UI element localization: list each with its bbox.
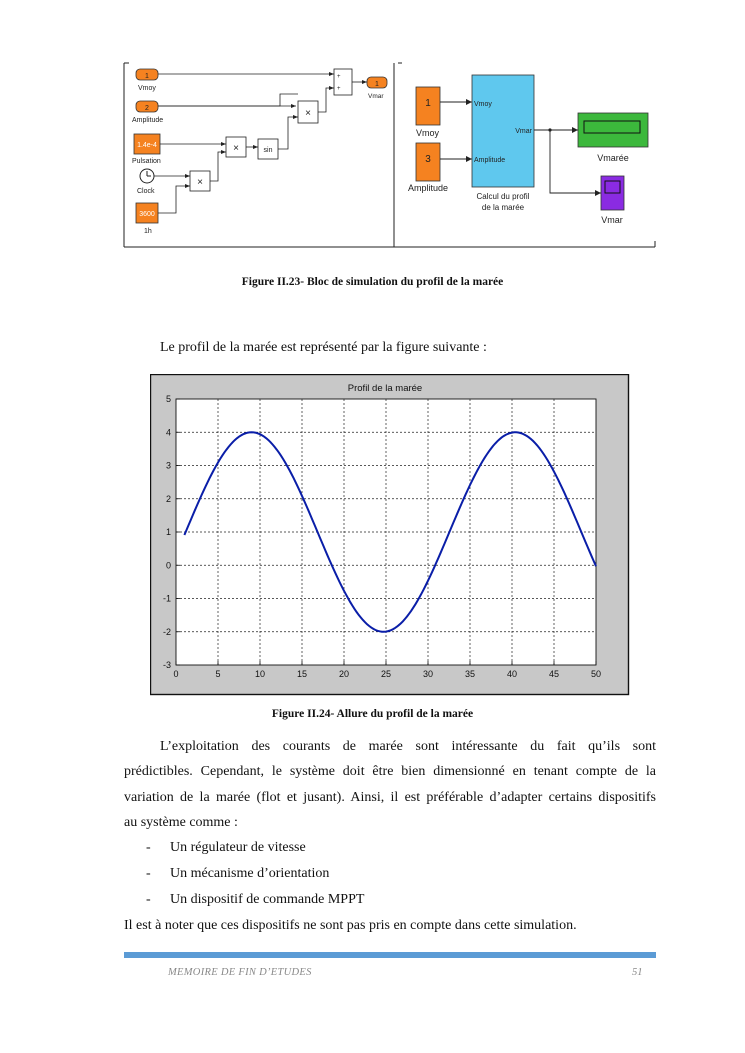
note-paragraph: Il est à noter que ces dispositifs ne sont pas pris en compte dans cette simulation. [124,918,577,933]
x-tick-label: 25 [380,669,392,679]
x-tick-label: 40 [506,669,518,679]
x-tick-label: 50 [590,669,602,679]
subsystem-out-vmar: Vmar [515,128,532,135]
simulink-diagram [120,55,660,255]
y-tick-label: -2 [162,626,171,637]
y-tick-label: 0 [165,560,171,571]
const-amplitude-right-value: 3 [425,154,431,165]
sum-plus-1: + [337,74,341,80]
list-item-text: Un dispositif de commande MPPT [170,892,365,907]
list-item-text: Un mécanisme d’orientation [170,866,330,881]
y-tick-label: -3 [162,660,171,670]
paragraph-line-4: au système comme : [124,815,238,830]
subsystem-in-vmoy: Vmoy [474,101,492,108]
display-label: Vmarée [597,153,629,163]
list-item [146,892,364,908]
scope-screen [605,181,620,193]
const-vmoy-value: 1 [145,73,149,80]
y-tick-label: 2 [165,493,171,504]
display-screen [584,121,640,133]
subsystem-title-2: de la marée [481,203,525,212]
list-item-text: Un régulateur de vitesse [170,840,306,855]
x-tick-label: 30 [422,669,434,679]
intro-paragraph: Le profil de la marée est représenté par la figure suivante : [160,340,487,355]
x-tick-label: 0 [173,669,179,679]
const-3600-value: 3600 [139,211,155,218]
const-amplitude-label: Amplitude [132,117,164,124]
scope-label: Vmar [601,215,623,225]
y-tick-label: 1 [165,527,171,537]
paragraph-line-1 [124,734,656,760]
diagram-frame [124,63,655,247]
product-symbol-2: × [233,143,239,154]
const-amplitude-right-label: Amplitude [408,183,449,193]
const-vmoy-label: Vmoy [138,85,156,92]
list-dash: - [146,840,151,855]
list-item [146,840,306,856]
page-number: 51 [632,967,643,978]
y-tick-label: -1 [162,593,171,604]
x-tick-label: 20 [338,669,350,679]
const-amplitude-value: 2 [145,105,149,112]
subsystem-title-1: Calcul du profil [476,192,530,201]
list-dash: - [146,892,151,907]
output-vmar-value: 1 [375,81,379,88]
y-tick-label: 3 [165,460,171,471]
const-vmoy-right-label: Vmoy [416,128,440,138]
paragraph-line-2: prédictibles. Cependant, le système doit être bien dimensionné en tenant compte de la [124,764,656,779]
clock-icon[interactable] [140,169,154,183]
sin-label: sin [263,147,273,154]
x-tick-label: 35 [464,669,476,679]
product-symbol-1: × [197,177,203,188]
footer-bar [124,952,656,958]
const-pulsation-label: Pulsation [132,158,161,165]
const-vmoy-right-value: 1 [425,98,431,109]
const-1h-label: 1h [144,228,152,235]
x-tick-label: 10 [254,669,266,679]
y-tick-label: 5 [165,394,171,404]
figure-23-caption: Figure II.23- Bloc de simulation du profil de la marée [241,276,504,288]
y-tick-label: 4 [165,427,171,438]
const-pulsation-value: 1.4e-4 [137,142,157,149]
footer-title: MEMOIRE DE FIN D’ETUDES [168,967,312,978]
x-tick-label: 15 [296,669,308,679]
figure-24-caption: Figure II.24- Allure du profil de la marée [271,708,474,720]
product-symbol-3: × [305,108,311,119]
paragraph-line-3: variation de la marée (flot et jusant). Ainsi, il est préférable d’adapter certains dispositifs [124,790,656,805]
paragraph-line-1-text: L’exploitation des courants de marée sont intéressante du fait qu’ils sont [160,739,656,754]
output-vmar-label: Vmar [368,93,384,100]
x-tick-label: 45 [548,669,560,679]
subsystem-in-amplitude: Amplitude [474,157,506,164]
clock-label: Clock [137,188,155,195]
list-dash: - [146,866,151,881]
chart-title: Profil de la marée [347,383,423,394]
list-item [146,866,329,882]
sum-plus-2: + [337,86,341,92]
tide-profile-chart [150,374,630,696]
x-tick-label: 5 [215,669,221,679]
